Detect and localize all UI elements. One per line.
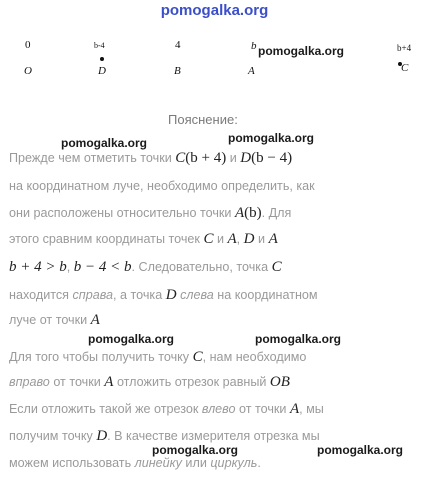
watermark: pomogalka.org: [317, 443, 404, 457]
explanation-heading: Пояснение:: [168, 112, 238, 127]
site-title: pomogalka.org: [160, 2, 269, 19]
text-line: Для того чтобы получить точку C, нам необходимо: [9, 349, 307, 365]
watermark: pomogalka.org: [88, 332, 175, 346]
text-line: b + 4 > b, b − 4 < b. Следовательно, точка C: [9, 259, 282, 275]
watermark: pomogalka.org: [61, 136, 148, 150]
watermark: pomogalka.org: [255, 332, 342, 346]
point-d-marker: [100, 57, 104, 61]
text-line: на координатном луче, необходимо определить, как: [9, 179, 315, 193]
watermark: pomogalka.org: [258, 44, 345, 58]
text-line: они расположены относительно точки A(b). Для: [9, 205, 292, 221]
text-line: этого сравним координаты точек C и A, D и A: [9, 231, 278, 247]
point-label-c: C: [401, 62, 409, 74]
text-line: находится справа, а точка D слева на координатном: [9, 287, 318, 303]
tick-label-b: b: [251, 40, 257, 52]
text-line: луче от точки A: [9, 312, 100, 328]
point-label-a: A: [248, 65, 255, 77]
watermark: pomogalka.org: [152, 443, 239, 457]
text-line: Прежде чем отметить точки C(b + 4) и D(b − 4): [9, 150, 293, 166]
tick-label-four: 4: [175, 39, 181, 51]
tick-label-zero: 0: [25, 39, 31, 51]
tick-label-b-minus-4: b-4: [94, 41, 105, 50]
point-label-b: B: [174, 65, 181, 77]
point-label-d: D: [98, 65, 106, 77]
text-line: Если отложить такой же отрезок влево от точки A, мы: [9, 401, 324, 417]
tick-label-b-plus-4: b+4: [397, 43, 412, 53]
text-line: получим точку D. В качестве измерителя отрезка мы: [9, 428, 320, 444]
watermark: pomogalka.org: [228, 131, 315, 145]
point-label-o: O: [24, 65, 32, 77]
text-line: вправо от точки A отложить отрезок равный OB: [9, 374, 290, 390]
text-line: можем использовать линейку или циркуль.: [9, 456, 261, 470]
